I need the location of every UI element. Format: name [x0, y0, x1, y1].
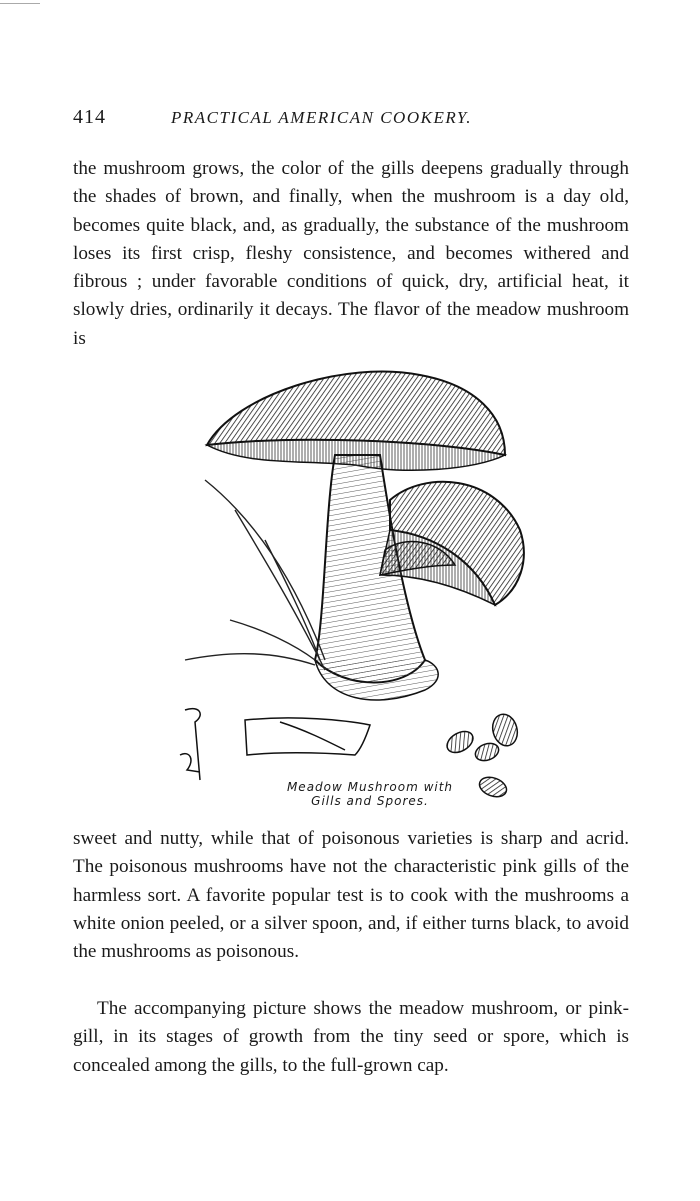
caption-line-1: Meadow Mushroom with: [286, 780, 454, 794]
page-header: [73, 106, 633, 129]
page-number: 414: [73, 106, 106, 128]
mushroom-illustration: [175, 360, 535, 810]
paragraph-1: the mushroom grows, the color of the gills deepens gradually through the shades of brown, and finally, when the mushroom is a day old, becomes quite black, and, as gradually, the substance of the mushroom loses its first crisp, fleshy consistence, and becomes withered and fibrous ; under favorable conditions of quick, dry, artificial heat, it slowly dries, ordinarily it decays. The flavor of the meadow mushroom is: [73, 158, 629, 349]
running-title: PRACTICAL AMERICAN COOKERY.: [171, 108, 473, 127]
scan-edge-mark: [0, 3, 40, 4]
grass-blades: [185, 480, 325, 670]
paragraph-3: The accompanying picture shows the meadow mushroom, or pink-gill, in its stages of growth from the tiny seed or spore, which is concealed among the gills, to the full-grown cap.: [73, 998, 629, 1076]
growth-stages: [180, 709, 370, 780]
caption-line-2: Gills and Spores.: [311, 794, 429, 808]
paragraph-2: sweet and nutty, while that of poisonous varieties is sharp and acrid. The poisonous mushrooms have not the characteristic pink gills of the harmless sort. A favorite popular test is to cook with the mushrooms a white onion peeled, or a silver spoon, and, if either turns black, to avoid the mushrooms as poisonous.: [73, 828, 629, 963]
mushroom-base: [315, 660, 438, 700]
figure-caption: [280, 780, 460, 808]
